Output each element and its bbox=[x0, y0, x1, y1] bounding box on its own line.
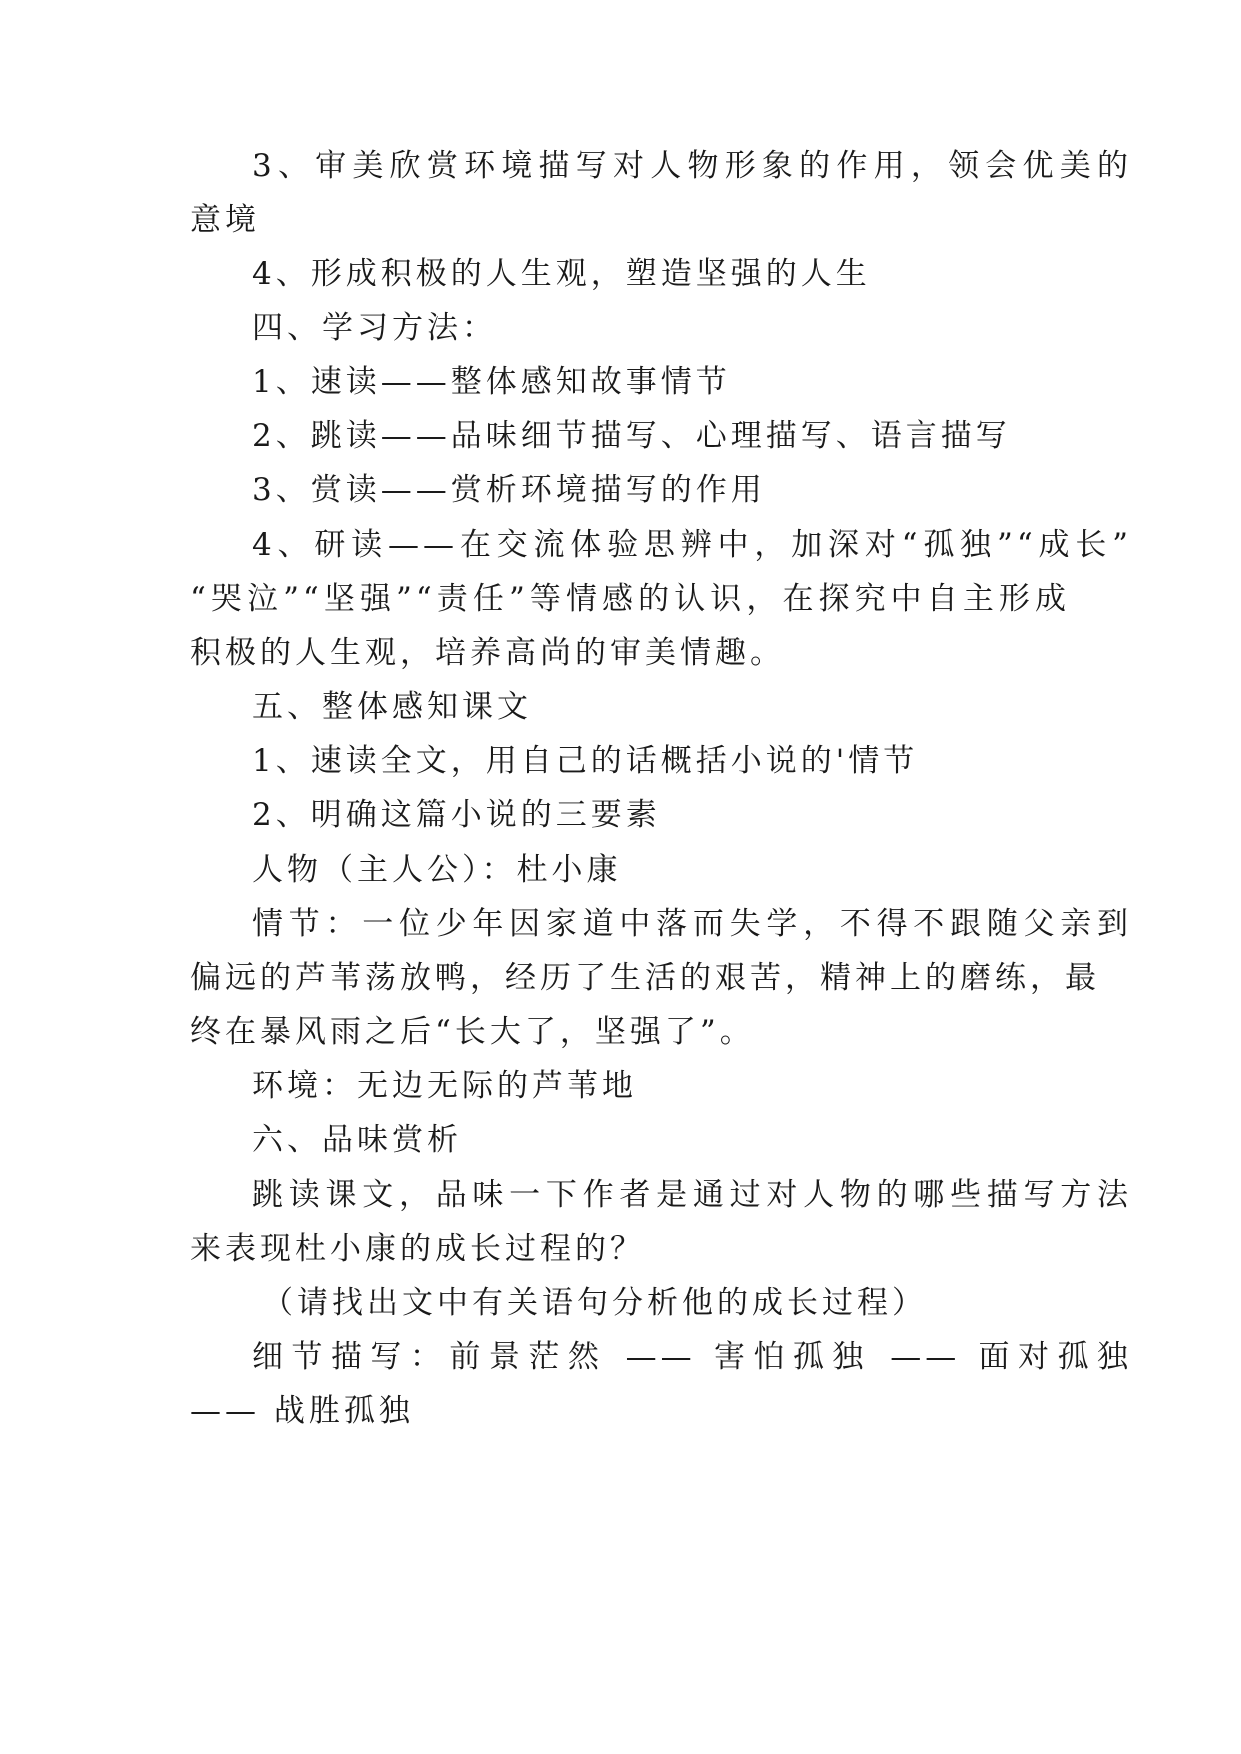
paragraph-line: —— 战胜孤独 bbox=[190, 1393, 414, 1429]
paragraph-line: （请找出文中有关语句分析他的成长过程） bbox=[262, 1285, 927, 1321]
paragraph-line: 偏远的芦苇荡放鸭，经历了生活的艰苦，精神上的磨练，最 bbox=[190, 960, 1100, 996]
paragraph-line: “哭泣”“坚强”“责任”等情感的认识，在探究中自主形成 bbox=[190, 581, 1070, 617]
paragraph-line: 1、速读——整体感知故事情节 bbox=[252, 364, 731, 400]
paragraph-line: 来表现杜小康的成长过程的？ bbox=[190, 1231, 645, 1267]
paragraph-line: 跳读课文，品味一下作者是通过对人物的哪些描写方法 bbox=[252, 1177, 1132, 1213]
section-heading: 六、品味赏析 bbox=[252, 1122, 462, 1158]
paragraph-line: 1、速读全文，用自己的话概括小说的'情节 bbox=[252, 743, 919, 779]
section-heading: 四、学习方法： bbox=[252, 310, 497, 346]
paragraph-line: 细节描写：前景茫然 —— 害怕孤独 —— 面对孤独 bbox=[252, 1339, 1132, 1375]
paragraph-line: 意境 bbox=[190, 202, 260, 238]
paragraph-line: 4、形成积极的人生观，塑造坚强的人生 bbox=[252, 256, 871, 292]
paragraph-line: 人物（主人公）：杜小康 bbox=[252, 852, 622, 888]
paragraph-line: 4、研读——在交流体验思辨中，加深对“孤独”“成长” bbox=[252, 527, 1132, 563]
section-heading: 五、整体感知课文 bbox=[252, 689, 532, 725]
paragraph-line: 环境：无边无际的芦苇地 bbox=[252, 1068, 637, 1104]
paragraph-line: 积极的人生观，培养高尚的审美情趣。 bbox=[190, 635, 785, 671]
paragraph-line: 终在暴风雨之后“长大了，坚强了”。 bbox=[190, 1014, 755, 1050]
paragraph-line: 3、审美欣赏环境描写对人物形象的作用，领会优美的 bbox=[252, 148, 1132, 184]
paragraph-line: 情节：一位少年因家道中落而失学，不得不跟随父亲到 bbox=[252, 906, 1132, 942]
paragraph-line: 3、赏读——赏析环境描写的作用 bbox=[252, 472, 766, 508]
paragraph-line: 2、跳读——品味细节描写、心理描写、语言描写 bbox=[252, 418, 1011, 454]
paragraph-line: 2、明确这篇小说的三要素 bbox=[252, 797, 661, 833]
